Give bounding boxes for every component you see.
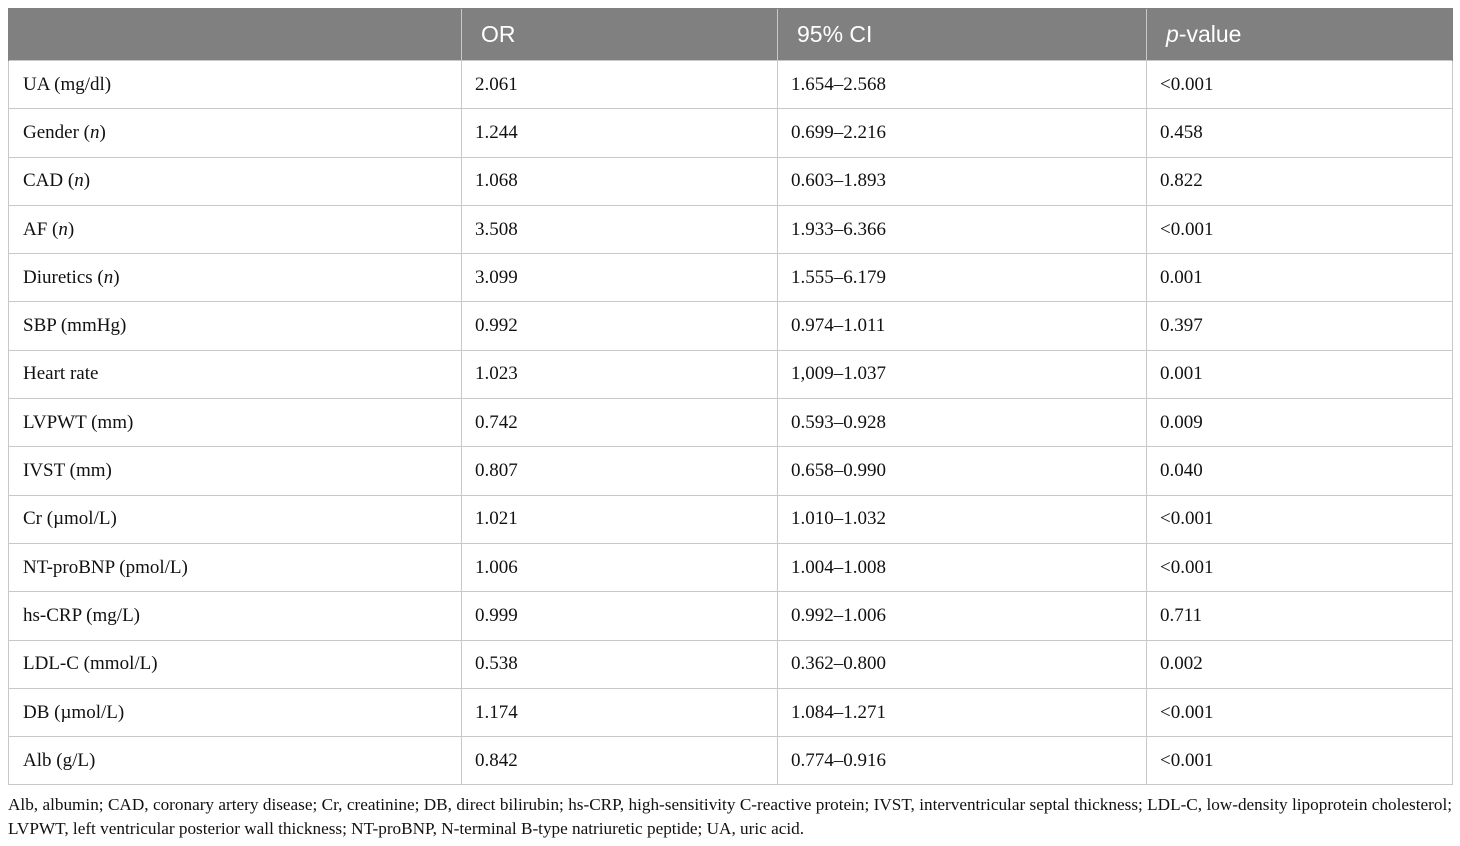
results-table-container	[8, 8, 1452, 785]
row-ci: 1.933–6.366	[778, 205, 1147, 253]
row-variable-text: Cr (µmol/L)	[23, 508, 117, 530]
row-p-value: <0.001	[1147, 737, 1453, 785]
row-p-value: <0.001	[1147, 205, 1453, 253]
row-p-value: 0.001	[1147, 254, 1453, 302]
row-variable-suffix: )	[67, 218, 75, 240]
row-or: 1.006	[462, 543, 778, 591]
row-variable-text: SBP (mmHg)	[23, 315, 127, 337]
header-p-value	[1147, 9, 1453, 61]
row-variable-text: IVST (mm)	[23, 460, 112, 482]
row-or: 3.099	[462, 254, 778, 302]
table-row	[9, 640, 1453, 688]
row-variable-text: Alb (g/L)	[23, 749, 96, 771]
row-variable-suffix: )	[99, 121, 106, 143]
table-row	[9, 61, 1453, 109]
row-variable-text: UA (mg/dl)	[23, 73, 112, 95]
row-ci: 0.992–1.006	[778, 592, 1147, 640]
row-ci: 0.362–0.800	[778, 640, 1147, 688]
row-or: 3.508	[462, 205, 778, 253]
row-variable-text: DB (µmol/L)	[23, 701, 125, 723]
row-p-value: 0.822	[1147, 157, 1453, 205]
header-row	[9, 9, 1453, 61]
row-ci: 1.084–1.271	[778, 688, 1147, 736]
row-variable	[9, 61, 462, 109]
table-row	[9, 737, 1453, 785]
table-row	[9, 302, 1453, 350]
table-row	[9, 592, 1453, 640]
table-row	[9, 157, 1453, 205]
row-or: 0.807	[462, 447, 778, 495]
row-variable	[9, 592, 462, 640]
row-variable	[9, 157, 462, 205]
row-p-value: <0.001	[1147, 543, 1453, 591]
row-variable-suffix: )	[83, 170, 91, 192]
row-or: 1.244	[462, 109, 778, 157]
table-row	[9, 205, 1453, 253]
row-variable-italic: n	[103, 266, 114, 288]
row-variable-text: AF (	[23, 218, 59, 240]
row-ci: 0.658–0.990	[778, 447, 1147, 495]
table-row	[9, 254, 1453, 302]
table-row	[9, 399, 1453, 447]
header-or: OR	[462, 9, 778, 61]
row-variable-italic: n	[74, 170, 84, 192]
row-p-value: <0.001	[1147, 688, 1453, 736]
row-variable	[9, 543, 462, 591]
row-variable-suffix: )	[113, 266, 120, 288]
row-variable	[9, 254, 462, 302]
row-variable-text: Diuretics (	[23, 266, 104, 288]
row-variable-text: NT-proBNP (pmol/L)	[23, 556, 188, 578]
row-ci: 0.593–0.928	[778, 399, 1147, 447]
row-ci: 0.699–2.216	[778, 109, 1147, 157]
row-p-value: <0.001	[1147, 61, 1453, 109]
row-variable-text: LVPWT (mm)	[23, 411, 134, 433]
row-or: 1.023	[462, 350, 778, 398]
table-row	[9, 350, 1453, 398]
row-or: 0.842	[462, 737, 778, 785]
row-ci: 0.603–1.893	[778, 157, 1147, 205]
table-row	[9, 495, 1453, 543]
table-header	[9, 9, 1453, 61]
row-variable	[9, 737, 462, 785]
row-variable-text: Gender (	[23, 121, 90, 143]
table-row	[9, 543, 1453, 591]
row-ci: 1.010–1.032	[778, 495, 1147, 543]
row-ci: 1,009–1.037	[778, 350, 1147, 398]
row-variable	[9, 302, 462, 350]
row-p-value: 0.001	[1147, 350, 1453, 398]
row-variable-text: hs-CRP (mg/L)	[23, 604, 140, 626]
row-or: 2.061	[462, 61, 778, 109]
row-or: 1.068	[462, 157, 778, 205]
row-or: 1.021	[462, 495, 778, 543]
row-variable	[9, 688, 462, 736]
table-row	[9, 109, 1453, 157]
row-variable	[9, 495, 462, 543]
table-footnote: Alb, albumin; CAD, coronary artery disease; Cr, creatinine; DB, direct bilirubin; hs-CRP, high-sensitivity C-reactive protein; IVST, interventricular septal thickness; LDL-C, low-density lipoprotein cholesterol; LVPWT, left ventricular posterior wall thickness; NT-proBNP, N-terminal B-type natriuretic peptide; UA, uric acid.	[8, 795, 1452, 838]
header-p-suffix: -value	[1178, 21, 1242, 47]
row-p-value: 0.002	[1147, 640, 1453, 688]
row-ci: 0.974–1.011	[778, 302, 1147, 350]
row-variable-text: Heart rate	[23, 363, 99, 385]
row-variable-text: CAD (	[23, 170, 75, 192]
row-variable	[9, 205, 462, 253]
header-ci: 95% CI	[778, 9, 1147, 61]
row-p-value: 0.458	[1147, 109, 1453, 157]
table-row	[9, 688, 1453, 736]
row-variable	[9, 350, 462, 398]
row-ci: 1.555–6.179	[778, 254, 1147, 302]
odds-ratio-table	[8, 8, 1453, 785]
row-ci: 1.654–2.568	[778, 61, 1147, 109]
row-variable-italic: n	[58, 218, 68, 240]
row-variable-text: LDL-C (mmol/L)	[23, 653, 158, 675]
row-p-value: 0.397	[1147, 302, 1453, 350]
row-variable	[9, 447, 462, 495]
row-or: 0.742	[462, 399, 778, 447]
row-p-value: 0.711	[1147, 592, 1453, 640]
row-variable	[9, 399, 462, 447]
row-or: 0.999	[462, 592, 778, 640]
header-p-italic: p	[1166, 21, 1179, 47]
row-ci: 1.004–1.008	[778, 543, 1147, 591]
table-row	[9, 447, 1453, 495]
row-or: 0.538	[462, 640, 778, 688]
row-or: 1.174	[462, 688, 778, 736]
row-variable	[9, 640, 462, 688]
row-p-value: 0.009	[1147, 399, 1453, 447]
row-p-value: 0.040	[1147, 447, 1453, 495]
header-variable	[9, 9, 462, 61]
row-ci: 0.774–0.916	[778, 737, 1147, 785]
row-or: 0.992	[462, 302, 778, 350]
row-variable-italic: n	[90, 121, 100, 143]
row-p-value: <0.001	[1147, 495, 1453, 543]
row-variable	[9, 109, 462, 157]
table-body	[9, 61, 1453, 785]
